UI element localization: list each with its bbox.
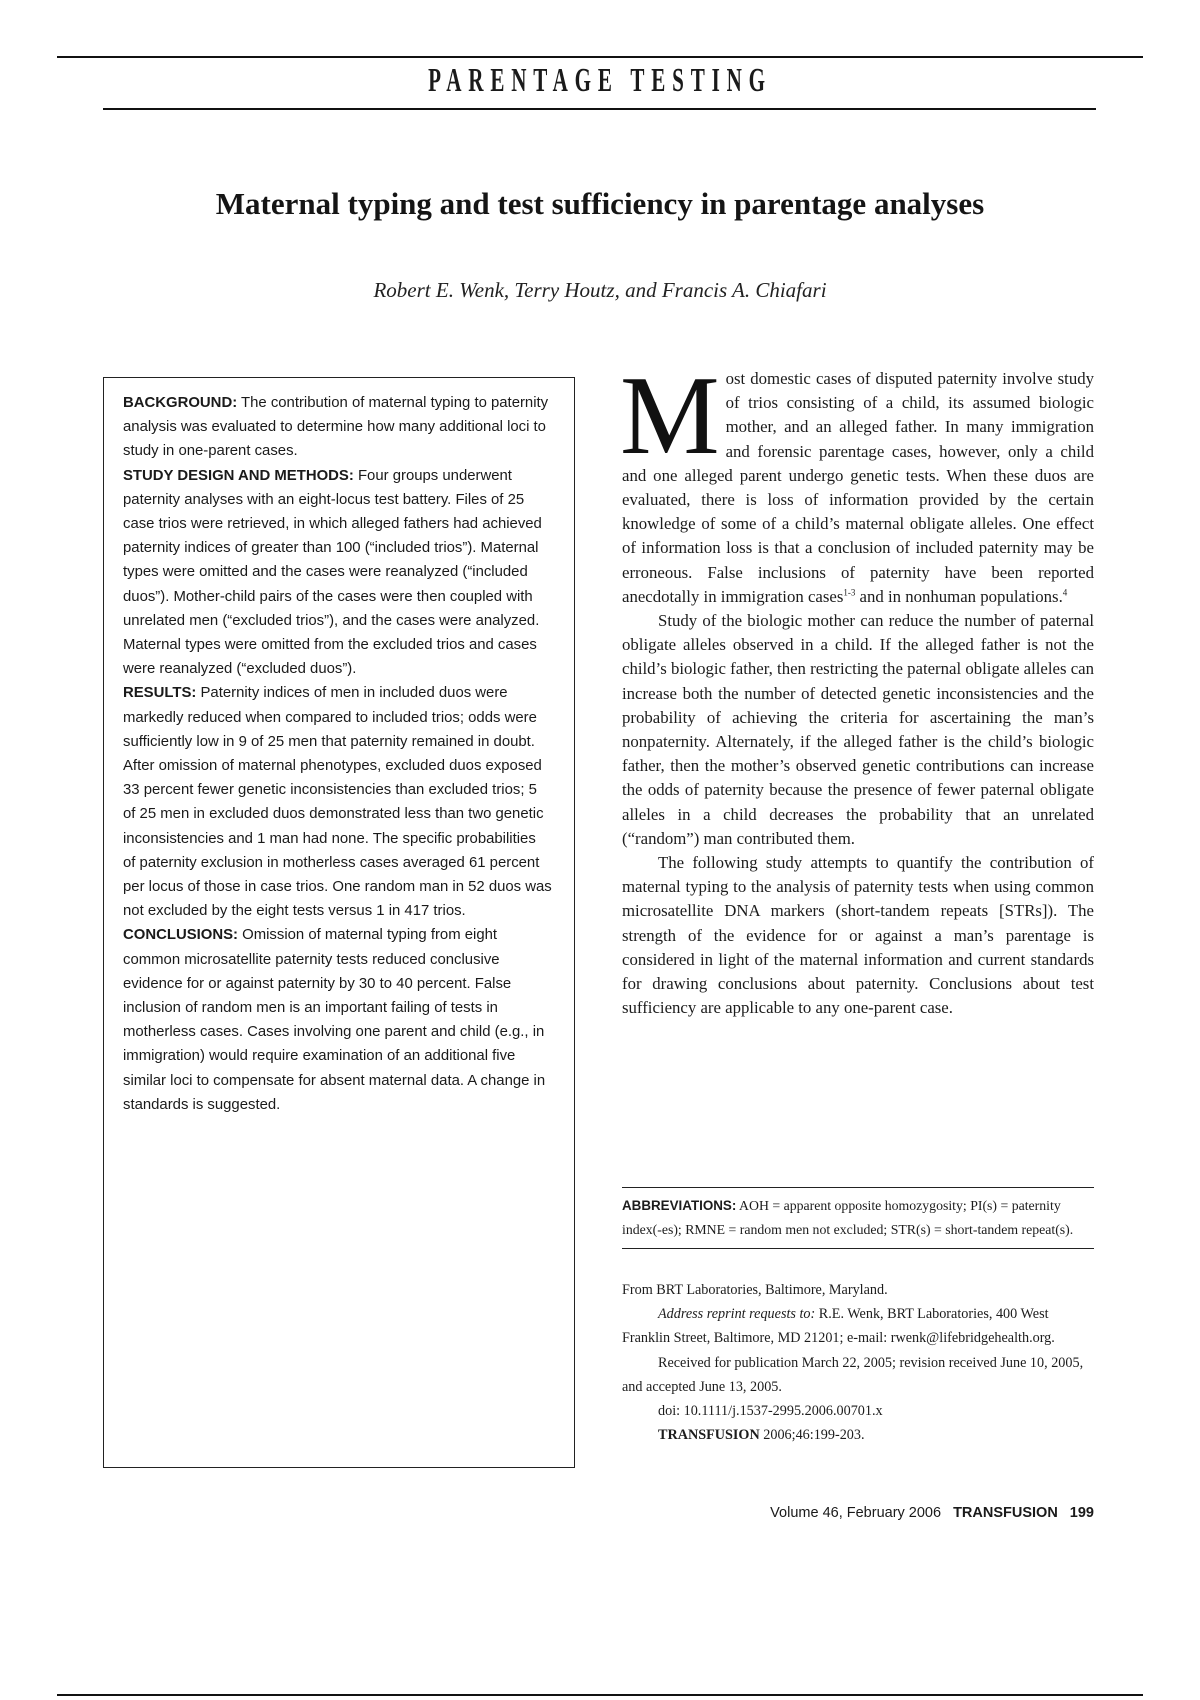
abstract-background (123, 391, 552, 464)
abstract-results-text: Paternity indices of men in included duos were markedly reduced when compared to included trios; odds were sufficiently low in 9 of 25 men that paternity remained in doubt. After omission of maternal phenotypes, excluded duos exposed 33 percent fewer genetic inconsistencies than excluded trios; 5 of 25 men in excluded duos demonstrated less than two genetic inconsistencies and 1 man had none. The specific probabilities of paternity exclusion in motherless cases averaged 61 percent per locus of those in case trios. One random man in 52 duos was not excluded by the eight tests versus 1 in 417 trios. (123, 685, 552, 920)
citation-ref-1-3[interactable]: 1-3 (843, 587, 856, 598)
received-dates: Received for publication March 22, 2005; revision received June 10, 2005, and accepted June 13, 2005. (622, 1354, 1084, 1395)
reprint-request-label: Address reprint requests to: (658, 1306, 816, 1323)
abstract-results-label: RESULTS: (123, 685, 197, 702)
abstract-results (123, 681, 552, 923)
body-text-column (620, 354, 1094, 1020)
doi-line[interactable]: doi: 10.1111/j.1537-2995.2006.00701.x (658, 1403, 883, 1420)
abstract-conclusions-label: CONCLUSIONS: (123, 927, 238, 944)
abstract-methods-text: Four groups underwent paternity analyses with an eight-locus test battery. Files of 25 case trios were retrieved, in which alleged fathers had achieved paternity indices of greater than 100 (“included trios”). Maternal types were omitted and the cases were reanalyzed (“included duos”). Mother-child pairs of the cases were then coupled with unrelated men (“excluded trios”), and the cases were analyzed. Maternal types were omitted from the excluded trios and cases were reanalyzed (“excluded duos”). (123, 467, 542, 678)
page-number: 199 (1069, 1505, 1094, 1521)
journal-citation-name: TRANSFUSION (658, 1427, 760, 1444)
page-footer (770, 1505, 1094, 1521)
top-rule (57, 56, 1143, 58)
section-header: PARENTAGE TESTING (428, 62, 772, 99)
journal-citation (622, 1423, 1094, 1447)
journal-citation-rest: 2006;46:199-203. (759, 1427, 865, 1444)
reprint-request-text: R.E. Wenk, BRT Laboratories, 400 West Franklin Street, Baltimore, MD 21201; e-mail: rwenk@lifebridgehealth.org. (622, 1306, 1055, 1347)
body-paragraph-3: The following study attempts to quantify the contribution of maternal typing to the analysis of paternity tests when using common microsatellite DNA markers (short-tandem repeats [STRs]). The strength of the evidence for or against a man’s parentage is considered in light of the maternal information and current standards for drawing conclusions about paternity. Conclusions about test sufficiency are applicable to any one-parent case. (622, 853, 1094, 1018)
reprint-request (622, 1302, 1094, 1350)
abbreviations-label: ABBREVIATIONS: (622, 1198, 737, 1213)
footer-volume: Volume 46, February 2006 (770, 1505, 942, 1521)
affiliation-from: From BRT Laboratories, Baltimore, Maryland. (622, 1282, 888, 1298)
citation-ref-4[interactable]: 4 (1062, 587, 1068, 598)
bottom-rule (57, 1694, 1143, 1696)
abstract-box (103, 377, 575, 1468)
abbreviations-text: AOH = apparent opposite homozygosity; PI(s) = paternity index(-es); RMNE = random men not excluded; STR(s) = short-tandem repeat(s). (622, 1198, 1074, 1238)
abstract-background-text: The contribution of maternal typing to paternity analysis was evaluated to determine how many additional loci to study in one-parent cases. (123, 395, 549, 460)
abstract-methods-label: STUDY DESIGN AND METHODS: (123, 467, 354, 484)
body-paragraph-2: Study of the biologic mother can reduce the number of paternal obligate alleles observed in a child. If the alleged father is not the child’s biologic father, then restricting the paternal obligate alleles can increase both the number of detected genetic inconsistencies and the probability of achieving the criteria for ascertaining the man’s nonpaternity. Alternately, if the alleged father is the child’s biologic father, then the mother’s observed genetic contributions can increase the odds of paternity because the presence of fewer paternal obligate alleles in a child decreases the probability that an unrelated (“random”) man contributed them. (622, 611, 1094, 848)
abstract-methods (123, 464, 552, 682)
section-header-underline (103, 108, 1096, 110)
article-title: Maternal typing and test sufficiency in parentage analyses (215, 186, 985, 221)
body-paragraph-1 (620, 354, 1094, 609)
body-paragraph-1-text-b: and in nonhuman populations. (855, 586, 1063, 606)
abstract-background-label: BACKGROUND: (123, 395, 238, 411)
abbreviations-block (622, 1187, 1094, 1249)
author-list: Robert E. Wenk, Terry Houtz, and Francis A. Chiafari (373, 278, 827, 302)
body-paragraph-1-text-a: ost domestic cases of disputed paternity involve study of trios consisting of a child, its assumed biologic mother, and an alleged father. In many immigration and forensic parentage cases, however, only a child and one alleged parent undergo genetic tests. When these duos are evaluated, there is loss of information provided by the certain knowledge of some of a child’s maternal obligate alleles. One effect of information loss is that a conclusion of included paternity may be erroneous. False inclusions of paternity have been reported anecdotally in immigration cases (622, 369, 1094, 606)
footer-journal-name: TRANSFUSION (953, 1505, 1058, 1521)
abstract-conclusions-text: Omission of maternal typing from eight common microsatellite paternity tests reduced conclusive evidence for or against paternity by 30 to 40 percent. False inclusion of random men is an important failing of tests in motherless cases. Cases involving one parent and child (e.g., in immigration) would require examination of an additional five similar loci to compensate for absent maternal data. A change in standards is suggested. (123, 927, 546, 1113)
abstract-conclusions (123, 923, 552, 1117)
drop-cap: M (620, 354, 720, 478)
affiliation-block (622, 1278, 1094, 1447)
